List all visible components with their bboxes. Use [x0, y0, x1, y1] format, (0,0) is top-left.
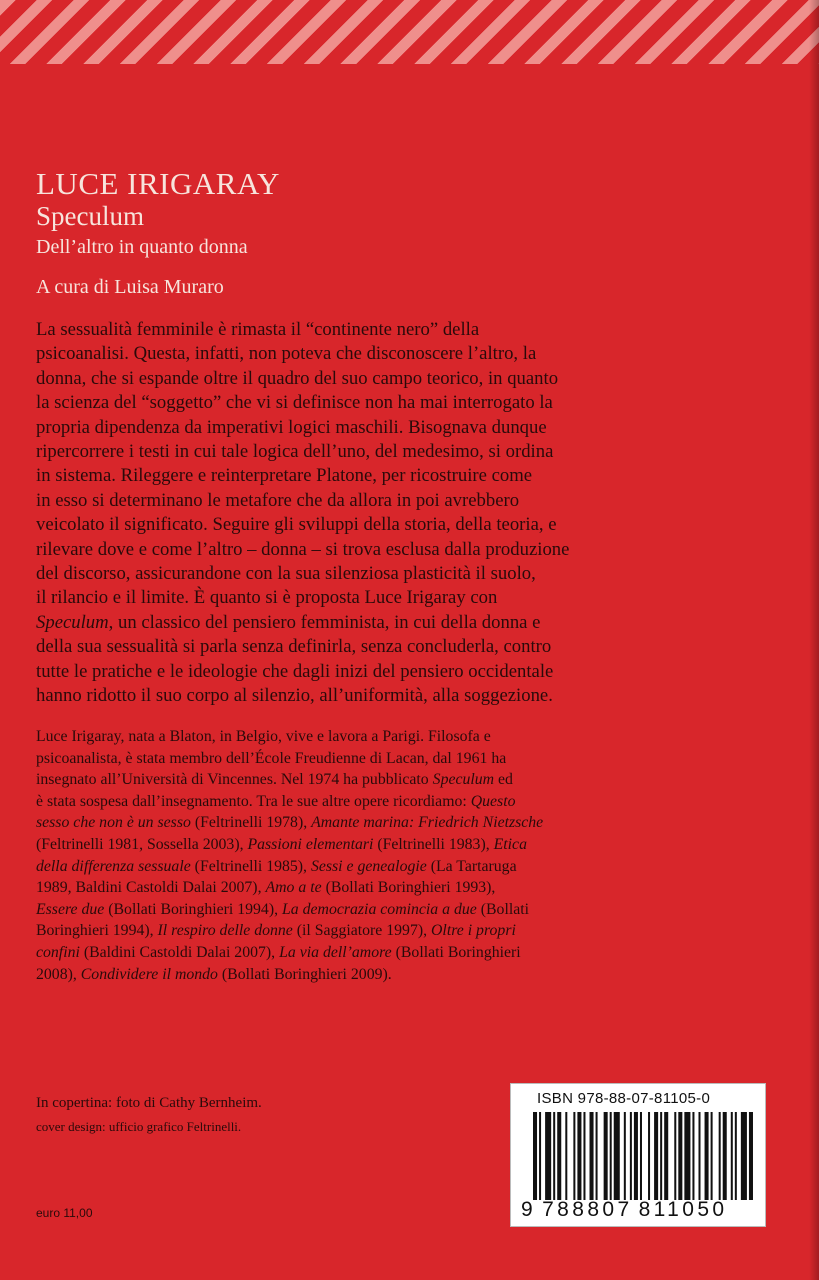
bio-text: (Feltrinelli 1983), [373, 835, 494, 853]
barcode-bar [698, 1112, 700, 1200]
barcode-bar [553, 1112, 555, 1200]
barcode-bar [573, 1112, 575, 1200]
bio-text: (Bollati Boringhieri 1993), [325, 879, 496, 897]
barcode-bar [596, 1112, 598, 1200]
barcode-digits [521, 1198, 761, 1222]
bio-text: (La Tartaruga 1989, Baldini Castoldi Dalai 2007), [36, 857, 517, 897]
barcode-bar [583, 1112, 585, 1200]
barcode-bar [565, 1112, 567, 1200]
bio-text: (Bollati Boringhieri 2009). [217, 965, 392, 983]
bio-text: (Feltrinelli 1985), [190, 857, 311, 875]
blurb-title-italic: Speculum [36, 611, 109, 633]
barcode-bar [741, 1112, 747, 1200]
barcode-digits-left: 788807 [542, 1198, 633, 1221]
bio-text: (il Saggiatore 1997), [292, 922, 432, 940]
bio-text: (Feltrinelli 1981, Sossella 2003), [36, 835, 244, 853]
barcode-graphic [533, 1112, 755, 1200]
barcode-bar [557, 1112, 561, 1200]
barcode-bar [614, 1112, 620, 1200]
bio-italic-title: Sessi e genealogie [310, 857, 427, 875]
cover-photo-credit: In copertina: foto di Cathy Bernheim. [36, 1095, 262, 1111]
cover-edge-shadow [809, 0, 819, 1280]
curator-line: A cura di Luisa Muraro [36, 276, 224, 298]
blurb-text-part1: La sessualità femminile è rimasta il “continente nero” della psicoanalisi. Questa, infatti, non poteva che disconoscere l’altro, la donna, che si espande oltre il quadro del suo campo teorico, in quanto la scienza del “soggetto” che vi si definisce non ha mai interrogato la propria dipendenza da imperativi logici maschili. Bisognava dunque ripercorrere i testi in cui tale logica dell’uno, del medesimo, si ordina in sistema. Rileggere e reinterpretare Platone, per ricostruire come in esso si determinano le metafore che da allora in poi avrebbero veicolato il significato. Seguire gli sviluppi della storia, della teoria, e rilevare dove e come l’altro – donna – si trova esclusa dalla produzione del discorso, assicurandone con la sua silenziosa plasticità il suolo, il rilancio e il limite. È quanto si è proposta Luce Irigaray con [36, 319, 570, 609]
barcode-bar [719, 1112, 721, 1200]
blurb-paragraph [36, 318, 794, 709]
book-subtitle: Dell’altro in quanto donna [36, 236, 248, 258]
barcode-bar [648, 1112, 650, 1200]
bio-italic-title: Passioni elementari [247, 835, 374, 853]
credits [36, 1092, 262, 1138]
barcode-bar [692, 1112, 694, 1200]
striped-top-band [0, 0, 819, 64]
barcode-bar [604, 1112, 608, 1200]
barcode-bar [674, 1112, 676, 1200]
bio-italic-title: Questo sesso che non è un sesso [36, 792, 516, 832]
bio-italic-title: Essere due [36, 900, 105, 918]
barcode-digits-right: 811050 [638, 1198, 728, 1221]
barcode-bar [545, 1112, 551, 1200]
barcode-bar [723, 1112, 727, 1200]
barcode-bar [711, 1112, 713, 1200]
barcode-bar [630, 1112, 632, 1200]
barcode-digit-first: 9 [521, 1198, 537, 1221]
barcode-bar [731, 1112, 733, 1200]
bio-italic-title: Amante marina: Friedrich Nietzsche [311, 814, 544, 832]
cover-design-credit: cover design: ufficio grafico Feltrinelli. [36, 1119, 242, 1134]
bio-italic-title: La democrazia comincia a due [282, 900, 477, 918]
barcode-bar [577, 1112, 581, 1200]
bio-italic-title: La via dell’amore [279, 943, 392, 961]
book-title: Speculum [36, 201, 144, 231]
barcode-bar [590, 1112, 594, 1200]
barcode-bar [624, 1112, 626, 1200]
price-label: euro 11,00 [36, 1206, 93, 1220]
author-biography [36, 726, 794, 985]
barcode-bar [735, 1112, 737, 1200]
bio-text: (Bollati Boringhieri 1994), [104, 900, 282, 918]
barcode-bar [654, 1112, 658, 1200]
barcode-bar [684, 1112, 690, 1200]
bio-text: (Bollati Boringhieri 2008), [36, 943, 521, 983]
barcode-bar [660, 1112, 662, 1200]
barcode-bar [705, 1112, 709, 1200]
barcode-bar [634, 1112, 638, 1200]
isbn-label: ISBN 978-88-07-81105-0 [537, 1090, 711, 1107]
barcode-bar [533, 1112, 537, 1200]
bio-italic-title: Il respiro delle donne [157, 922, 293, 940]
bio-italic-title: Oltre i propri confini [36, 922, 516, 961]
bio-italic-title: Speculum [432, 771, 495, 789]
author-name: LUCE IRIGARAY [36, 166, 280, 201]
bio-text: (Feltrinelli 1978), [190, 814, 312, 832]
barcode-bar [678, 1112, 682, 1200]
bio-text: (Bollati Boringhieri 1994), [36, 900, 530, 940]
bio-italic-title: Condividere il mondo [80, 965, 218, 983]
barcode-bar [610, 1112, 612, 1200]
barcode-bar [749, 1112, 753, 1200]
isbn-barcode-box [510, 1083, 766, 1227]
bio-text: Luce Irigaray, nata a Blaton, in Belgio, vive e lavora a Parigi. Filosofa e psicoanalista, è stata membro dell’École Freudienne di Lacan, dal 1961 ha insegnato all’Università di Vincennes. Nel 1974 ha pubblicato [36, 728, 507, 789]
bio-text: ed è stata sospesa dall’insegnamento. Tra le sue altre opere ricordiamo: [36, 771, 513, 810]
bio-italic-title: Amo a te [265, 879, 322, 897]
barcode-bar [640, 1112, 642, 1200]
bio-text: (Baldini Castoldi Dalai 2007), [79, 943, 280, 961]
blurb-text-part2: , un classico del pensiero femminista, in cui della donna e della sua sessualità si parla senza definirla, senza concluderla, contro tutte le pratiche e le ideologie che dagli inizi del pensiero occidentale hanno ridotto il suo corpo al silenzio, all’uniformità, alla soggezione. [36, 611, 554, 707]
bio-italic-title: Etica della differenza sessuale [36, 835, 527, 875]
barcode-bar [539, 1112, 541, 1200]
barcode-bar [664, 1112, 668, 1200]
